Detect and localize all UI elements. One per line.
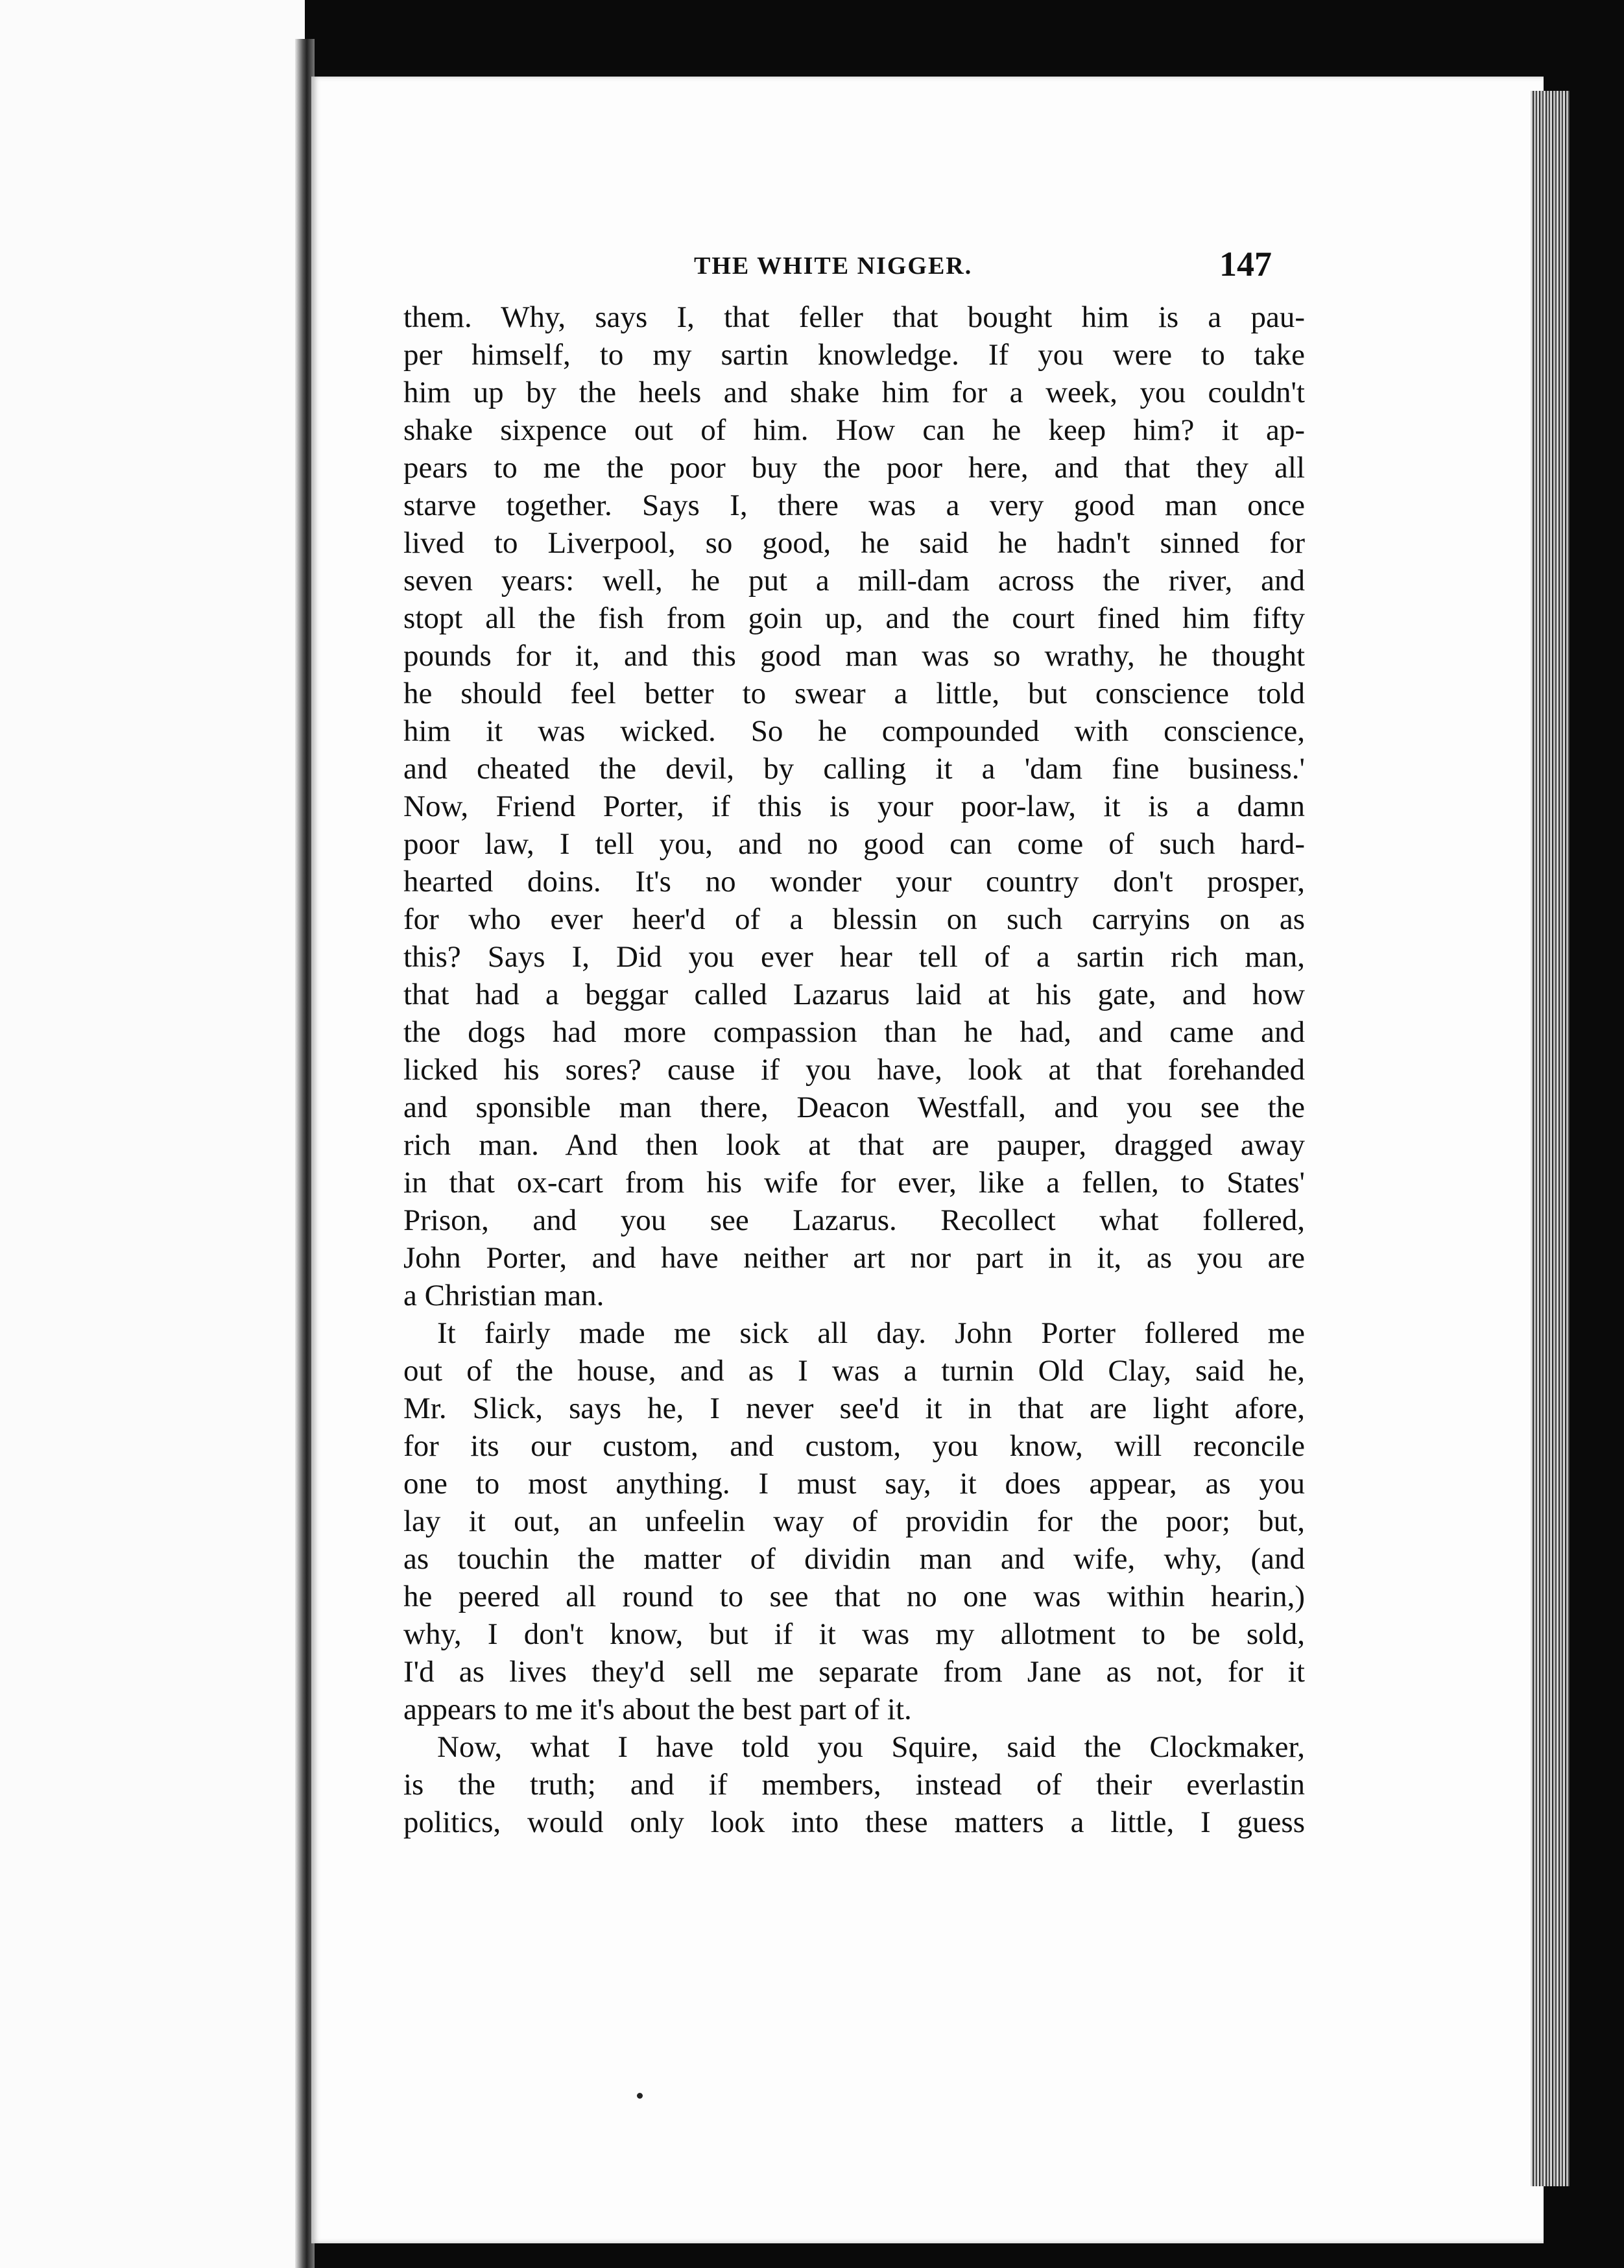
text-line: him it was wicked. So he compounded with conscience, <box>403 714 1305 748</box>
text-line: he peered all round to see that no one was within hearin,) <box>403 1580 1305 1613</box>
text-line: them. Why, says I, that feller that bought him is a pau- <box>403 300 1305 334</box>
text-line: in that ox-cart from his wife for ever, like a fellen, to States' <box>403 1166 1305 1200</box>
text-line: and cheated the devil, by calling it a 'dam fine business.' <box>403 752 1305 786</box>
running-head: THE WHITE NIGGER. <box>694 252 973 280</box>
text-line: lay it out, an unfeelin way of providin for the poor; but, <box>403 1504 1305 1538</box>
text-line: is the truth; and if members, instead of their everlastin <box>403 1768 1305 1802</box>
text-line: starve together. Says I, there was a very good man once <box>403 489 1305 522</box>
text-line: licked his sores? cause if you have, look at that forehanded <box>403 1053 1305 1087</box>
text-line: John Porter, and have neither art nor part in it, as you are <box>403 1241 1305 1275</box>
text-line: shake sixpence out of him. How can he keep him? it ap- <box>403 413 1305 447</box>
page-number: 147 <box>1219 245 1272 284</box>
left-page <box>0 0 305 2268</box>
ink-dot <box>637 2093 643 2099</box>
text-line: politics, would only look into these matters a little, I guess <box>403 1805 1305 1839</box>
text-line: I'd as lives they'd sell me separate from Jane as not, for it <box>403 1655 1305 1689</box>
text-line: out of the house, and as I was a turnin Old Clay, said he, <box>403 1354 1305 1388</box>
text-line: he should feel better to swear a little, but conscience told <box>403 677 1305 710</box>
text-line: and sponsible man there, Deacon Westfall, and you see the <box>403 1091 1305 1124</box>
text-line: It fairly made me sick all day. John Porter follered me <box>437 1316 1305 1350</box>
text-line: this? Says I, Did you ever hear tell of a sartin rich man, <box>403 940 1305 974</box>
text-line: pears to me the poor buy the poor here, and that they all <box>403 451 1305 485</box>
text-line: him up by the heels and shake him for a week, you couldn't <box>403 376 1305 409</box>
text-line: the dogs had more compassion than he had, and came and <box>403 1015 1305 1049</box>
text-line: Now, Friend Porter, if this is your poor-law, it is a damn <box>403 790 1305 823</box>
text-line: per himself, to my sartin knowledge. If you were to take <box>403 338 1305 372</box>
text-line: Prison, and you see Lazarus. Recollect what follered, <box>403 1203 1305 1237</box>
text-line: lived to Liverpool, so good, he said he hadn't sinned for <box>403 526 1305 560</box>
text-line: Now, what I have told you Squire, said the Clockmaker, <box>437 1730 1305 1764</box>
text-line: for who ever heer'd of a blessin on such carryins on as <box>403 902 1305 936</box>
page-edges <box>1531 91 1570 2186</box>
text-line: stopt all the fish from goin up, and the court fined him fifty <box>403 601 1305 635</box>
text-line: appears to me it's about the best part of it. <box>403 1693 912 1726</box>
text-line: pounds for it, and this good man was so wrathy, he thought <box>403 639 1305 673</box>
text-line: seven years: well, he put a mill-dam across the river, and <box>403 564 1305 597</box>
text-line: for its our custom, and custom, you know, will reconcile <box>403 1429 1305 1463</box>
text-line: that had a beggar called Lazarus laid at his gate, and how <box>403 978 1305 1011</box>
text-line: hearted doins. It's no wonder your country don't prosper, <box>403 865 1305 899</box>
text-line: poor law, I tell you, and no good can come of such hard- <box>403 827 1305 861</box>
text-line: rich man. And then look at that are pauper, dragged away <box>403 1128 1305 1162</box>
text-line: why, I don't know, but if it was my allotment to be sold, <box>403 1617 1305 1651</box>
text-line: as touchin the matter of dividin man and wife, why, (and <box>403 1542 1305 1576</box>
text-line: a Christian man. <box>403 1279 604 1312</box>
text-line: Mr. Slick, says he, I never see'd it in that are light afore, <box>403 1392 1305 1425</box>
text-line: one to most anything. I must say, it does appear, as you <box>403 1467 1305 1501</box>
